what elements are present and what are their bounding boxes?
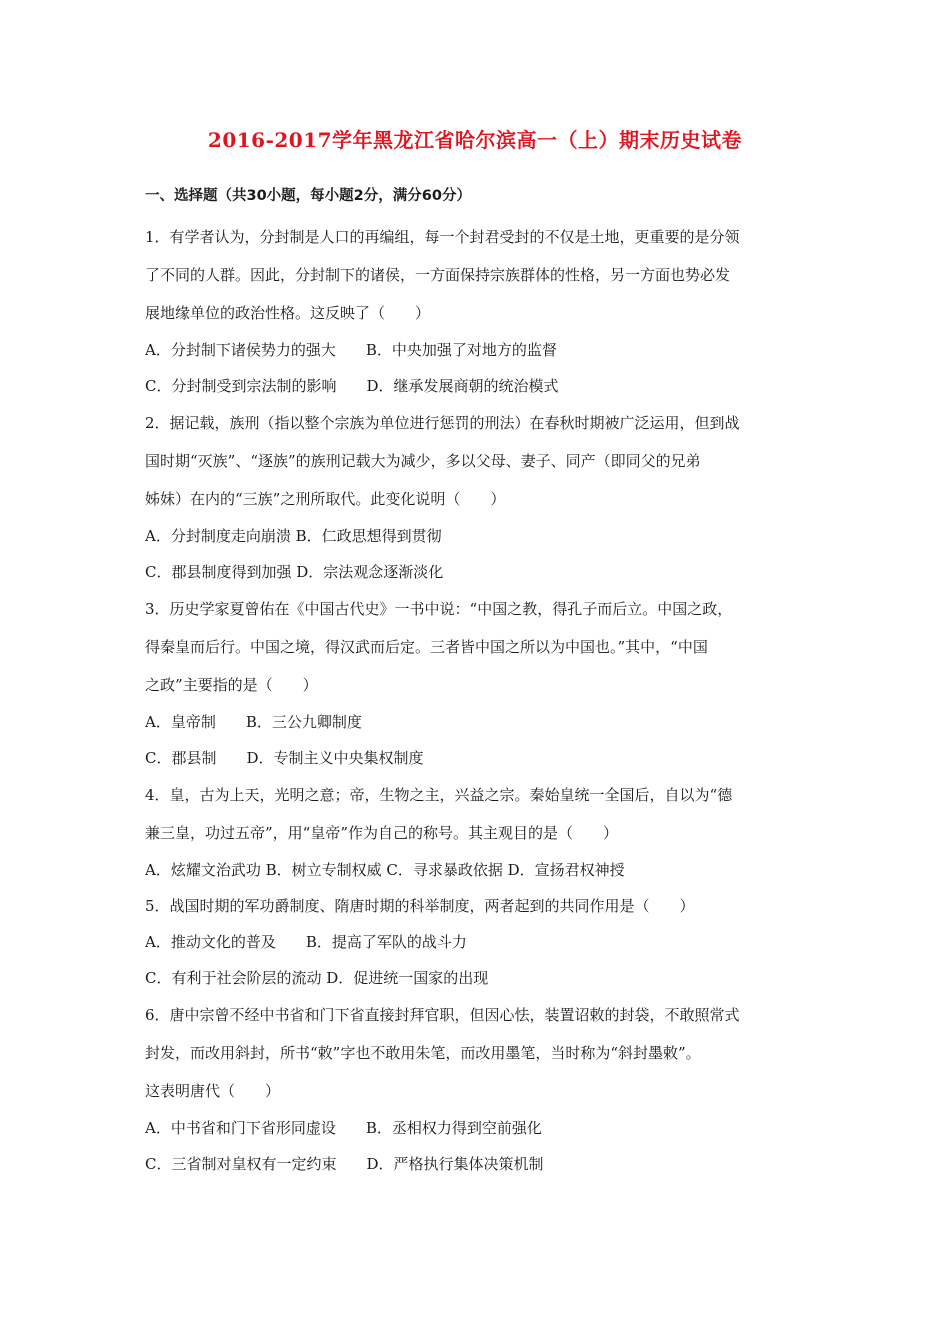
answer-options-line: C．分封制受到宗法制的影响 D．继承发展商朝的统治模式 — [145, 377, 559, 395]
answer-options-line: A．中书省和门下省形同虚设 B．丞相权力得到空前强化 — [145, 1119, 542, 1137]
answer-options-line: C．三省制对皇权有一定约束 D．严格执行集体决策机制 — [145, 1155, 544, 1173]
answer-options-line: A．炫耀文治武功 B．树立专制权威 C．寻求暴政依据 D．宣扬君权神授 — [145, 861, 625, 879]
answer-options-line: A．分封制度走向崩溃 B．仁政思想得到贯彻 — [145, 527, 442, 545]
exam-content — [145, 184, 810, 1182]
question-1 — [145, 218, 810, 404]
answer-options-line: C．郡县制 D．专制主义中央集权制度 — [145, 749, 424, 767]
question-text-line: 2．据记载，族刑（指以整个宗族为单位进行惩罚的刑法）在春秋时期被广泛运用，但到战 — [145, 414, 740, 432]
answer-options-line: C．郡县制度得到加强 D．宗法观念逐渐淡化 — [145, 563, 444, 581]
question-text-line: 3．历史学家夏曾佑在《中国古代史》一书中说：“中国之教，得孔子而后立。中国之政， — [145, 600, 733, 618]
question-text-line: 了不同的人群。因此，分封制下的诸侯，一方面保持宗族群体的性格，另一方面也势必发 — [145, 266, 731, 284]
exam-title: 2016-2017学年黑龙江省哈尔滨高一（上）期末历史试卷 — [207, 128, 743, 152]
section-heading: 一、选择题（共30小题，每小题2分，满分60分） — [145, 188, 471, 204]
question-text-line: 展地缘单位的政治性格。这反映了（ ） — [145, 304, 431, 322]
question-text-line: 1．有学者认为，分封制是人口的再编组，每一个封君受封的不仅是土地，更重要的是分领 — [145, 228, 740, 246]
question-6 — [145, 996, 810, 1182]
question-5 — [145, 888, 810, 996]
question-text-line: 之政”主要指的是（ ） — [145, 676, 318, 694]
question-2 — [145, 404, 810, 590]
question-text-line: 5．战国时期的军功爵制度、隋唐时期的科举制度，两者起到的共同作用是（ ） — [145, 897, 695, 915]
question-text-line: 这表明唐代（ ） — [145, 1082, 281, 1100]
answer-options-line: C．有利于社会阶层的流动 D．促进统一国家的出现 — [145, 969, 489, 987]
question-text-line: 姊妹）在内的“三族”之刑所取代。此变化说明（ ） — [145, 490, 506, 508]
question-text-line: 兼三皇，功过五帝”，用“皇帝”作为自己的称号。其主观目的是（ ） — [145, 824, 619, 842]
question-text-line: 封发，而改用斜封，所书“敕”字也不敢用朱笔，而改用墨笔，当时称为“斜封墨敕”。 — [145, 1044, 701, 1062]
question-3 — [145, 590, 810, 776]
answer-options-line: A．分封制下诸侯势力的强大 B．中央加强了对地方的监督 — [145, 341, 557, 359]
question-text-line: 4．皇，古为上天，光明之意；帝，生物之主，兴益之宗。秦始皇统一全国后，自以为“德 — [145, 786, 733, 804]
answer-options-line: A．皇帝制 B．三公九卿制度 — [145, 713, 362, 731]
question-text-line: 国时期“灭族”、“逐族”的族刑记载大为减少，多以父母、妻子、同产（即同父的兄弟 — [145, 452, 701, 470]
question-text-line: 6．唐中宗曾不经中书省和门下省直接封拜官职，但因心怯，装置诏敕的封袋，不敢照常式 — [145, 1006, 740, 1024]
answer-options-line: A．推动文化的普及 B．提高了军队的战斗力 — [145, 933, 467, 951]
question-text-line: 得秦皇而后行。中国之境，得汉武而后定。三者皆中国之所以为中国也。”其中，“中国 — [145, 638, 708, 656]
question-4 — [145, 776, 810, 888]
